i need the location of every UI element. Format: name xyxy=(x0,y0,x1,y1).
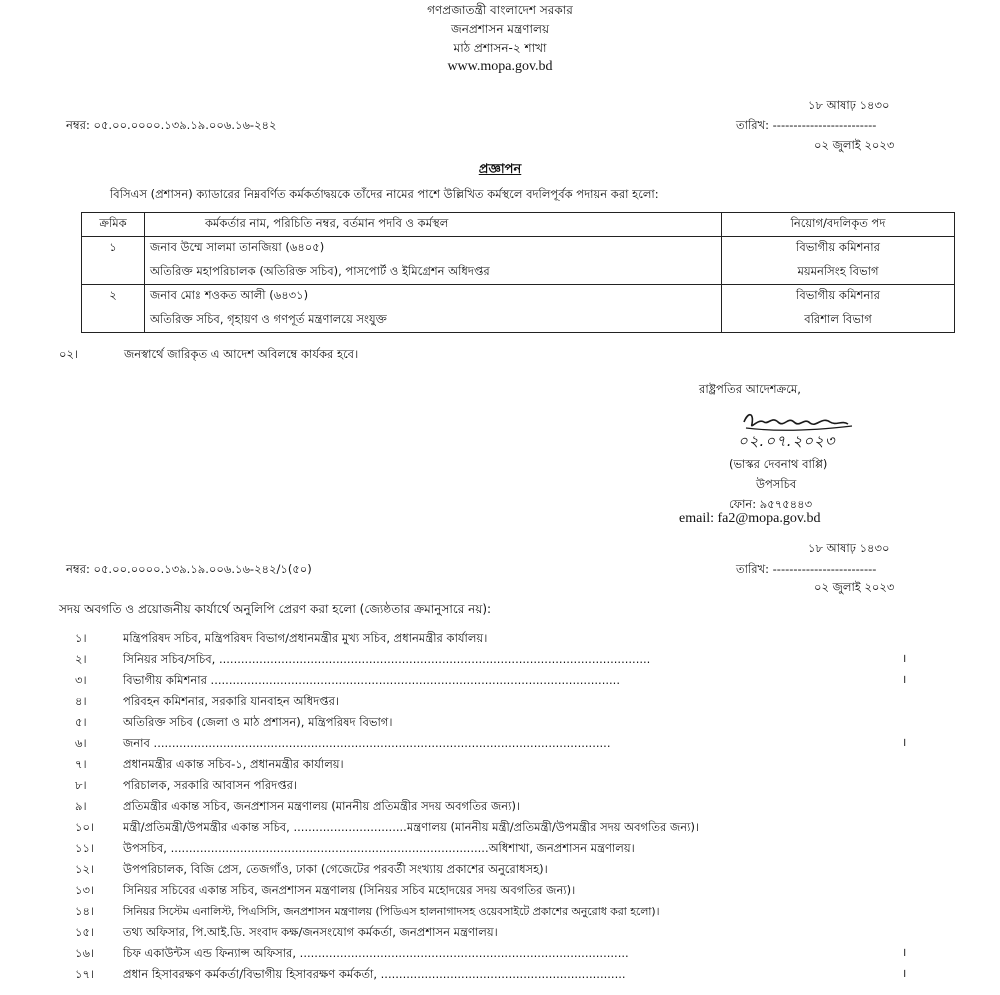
list-item-number: ১৭। xyxy=(75,967,95,981)
list-item-number: ১১। xyxy=(75,841,95,855)
list-item-number: ১৩। xyxy=(75,883,95,897)
list-item: সিনিয়র সিস্টেম এনালিস্ট, পিএসিসি, জনপ্রশাসন মন্ত্রণালয় (পিডিএস হালনাগাদসহ ওয়েবসাইটে প্রকাশের অনুরোধ করা হলো)। xyxy=(123,905,660,918)
col-new-post: নিয়োগ/বদলিকৃত পদ xyxy=(722,213,955,237)
list-item: বিভাগীয় কমিশনার ................................................................................................................ xyxy=(123,673,620,687)
memo1-date-bangla: ১৮ আষাঢ় ১৪৩০ xyxy=(808,98,890,112)
list-item-number: ৬। xyxy=(75,736,87,750)
officer-post: অতিরিক্ত সচিব, গৃহায়ণ ও গণপূর্ত মন্ত্রণালয়ে সংযুক্ত xyxy=(150,312,387,326)
row-serial: ২ xyxy=(82,285,145,333)
govt-name: গণপ্রজাতন্ত্রী বাংলাদেশ সরকার xyxy=(427,3,573,17)
list-item-number: ৮। xyxy=(75,778,87,792)
row-officer xyxy=(145,237,722,285)
signatory-designation: উপসচিব xyxy=(756,477,797,491)
signed-date: ০২.০৭.২০২৩ xyxy=(738,432,836,450)
list-item-number: ৭। xyxy=(75,757,87,771)
memo2-date-bangla: ১৮ আষাঢ় ১৪৩০ xyxy=(808,541,890,555)
list-item-number: ২। xyxy=(75,652,87,666)
list-item-number: ৯। xyxy=(75,799,87,813)
website-link[interactable]: www.mopa.gov.bd xyxy=(447,59,553,74)
memo1-date-label: তারিখ: ------------------------- xyxy=(736,118,877,132)
ministry-name: জনপ্রশাসন মন্ত্রণালয় xyxy=(450,22,550,36)
col-serial: ক্রমিক xyxy=(82,213,145,237)
officer-name: জনাব মোঃ শওকত আলী (৬৪৩১) xyxy=(150,288,309,302)
list-item: প্রতিমন্ত্রীর একান্ত সচিব, জনপ্রশাসন মন্ত্রণালয় (মাননীয় প্রতিমন্ত্রীর সদয় অবগতির জন্য)। xyxy=(123,799,521,813)
new-place: ময়মনসিংহ বিভাগ xyxy=(797,264,879,278)
list-item: পরিবহন কমিশনার, সরকারি যানবাহন অধিদপ্তর। xyxy=(123,694,340,708)
memo2-date-label: তারিখ: ------------------------- xyxy=(736,562,877,576)
branch-name: মাঠ প্রশাসন-২ শাখা xyxy=(453,41,547,55)
new-post: বিভাগীয় কমিশনার xyxy=(796,288,880,302)
list-item-end: । xyxy=(902,966,907,980)
officer-name: জনাব উম্মে সালমা তানজিয়া (৬৪০৫) xyxy=(150,240,325,254)
list-item: সিনিয়র সচিব/সচিব, ...................................................................................................................... xyxy=(123,652,651,666)
list-item: তথ্য অফিসার, পি.আই.ডি. সংবাদ কক্ষ/জনসংযোগ কর্মকর্তা, জনপ্রশাসন মন্ত্রণালয়। xyxy=(123,925,498,939)
row-serial: ১ xyxy=(82,237,145,285)
list-item: মন্ত্রিপরিষদ সচিব, মন্ত্রিপরিষদ বিভাগ/প্রধানমন্ত্রীর মুখ্য সচিব, প্রধানমন্ত্রীর কার্যালয়। xyxy=(123,631,488,645)
list-item-number: ৪। xyxy=(75,694,87,708)
list-item-end: । xyxy=(902,651,907,665)
list-item: সিনিয়র সচিবের একান্ত সচিব, জনপ্রশাসন মন্ত্রণালয় (সিনিয়র সচিব মহোদয়ের সদয় অবগতির জন্য)। xyxy=(123,883,576,897)
list-item-number: ১৪। xyxy=(75,904,95,918)
list-item-number: ১০। xyxy=(75,820,95,834)
row-new-post xyxy=(722,285,955,333)
list-item-number: ৫। xyxy=(75,715,87,729)
list-item-number: ১। xyxy=(75,631,87,645)
officer-post: অতিরিক্ত মহাপরিচালক (অতিরিক্ত সচিব), পাসপোর্ট ও ইমিগ্রেশন অধিদপ্তর xyxy=(150,264,490,278)
col-officer: কর্মকর্তার নাম, পরিচিতি নম্বর, বর্তমান পদবি ও কর্মস্থল xyxy=(145,213,722,237)
notification-title: প্রজ্ঞাপন xyxy=(478,162,522,177)
list-item-number: ১৬। xyxy=(75,946,95,960)
new-place: বরিশাল বিভাগ xyxy=(804,312,872,326)
memo1-number: নম্বর: ০৫.০০.০০০০.১৩৯.১৯.০০৬.১৬-২৪২ xyxy=(66,118,277,132)
list-item: চিফ একাউন্টস এন্ড ফিন্যান্স অফিসার, .......................................................................................... xyxy=(123,946,629,960)
list-item: জনাব ............................................................................................................................. xyxy=(123,736,611,750)
table-row xyxy=(82,237,955,285)
list-item: উপসচিব, .......................................................................................অধিশাখা, জনপ্রশাসন মন্ত্রণালয়। xyxy=(123,841,635,855)
para2-number: ০২। xyxy=(59,347,79,361)
list-item: অতিরিক্ত সচিব (জেলা ও মাঠ প্রশাসন), মন্ত্রিপরিষদ বিভাগ। xyxy=(123,715,393,729)
memo1-date-greg: ০২ জুলাই ২০২৩ xyxy=(814,138,895,152)
by-order-text: রাষ্ট্রপতির আদেশক্রমে, xyxy=(699,382,801,396)
list-item-end: । xyxy=(902,735,907,749)
signatory-name: (ভাস্কর দেবনাথ বাপ্পি) xyxy=(729,457,828,471)
signatory-phone: ফোন: ৯৫৭৫৪৪৩ xyxy=(729,497,813,511)
list-item-end: । xyxy=(902,672,907,686)
memo2-date-greg: ০২ জুলাই ২০২৩ xyxy=(814,580,895,594)
list-item: উপপরিচালক, বিজি প্রেস, তেজগাঁও, ঢাকা (গেজেটের পরবর্তী সংখ্যায় প্রকাশের অনুরোধসহ)। xyxy=(123,862,548,876)
list-item-number: ১২। xyxy=(75,862,95,876)
signatory-email[interactable]: email: fa2@mopa.gov.bd xyxy=(679,511,821,526)
para2-text: জনস্বার্থে জারিকৃত এ আদেশ অবিলম্বে কার্যকর হবে। xyxy=(124,347,359,361)
posting-table xyxy=(81,212,955,333)
list-item-number: ১৫। xyxy=(75,925,95,939)
table-row xyxy=(82,285,955,333)
list-item-end: । xyxy=(902,945,907,959)
list-item: প্রধান হিসাবরক্ষণ কর্মকর্তা/বিভাগীয় হিসাবরক্ষণ কর্মকর্তা, ................................................................... xyxy=(123,967,626,981)
row-officer xyxy=(145,285,722,333)
row-new-post xyxy=(722,237,955,285)
cc-heading: সদয় অবগতি ও প্রয়োজনীয় কার্যার্থে অনুলিপি প্রেরণ করা হলো (জ্যেষ্ঠতার ক্রমানুসারে নয়): xyxy=(59,602,492,616)
list-item-number: ৩। xyxy=(75,673,87,687)
list-item: প্রধানমন্ত্রীর একান্ত সচিব-১, প্রধানমন্ত্রীর কার্যালয়। xyxy=(123,757,344,771)
new-post: বিভাগীয় কমিশনার xyxy=(796,240,880,254)
intro-paragraph: বিসিএস (প্রশাসন) ক্যাডারের নিম্নবর্ণিত কর্মকর্তাদ্বয়কে তাঁদের নামের পাশে উল্লিখিত কর্মস্থলে বদলিপূর্বক পদায়ন করা হলো: xyxy=(110,187,659,201)
list-item: মন্ত্রী/প্রতিমন্ত্রী/উপমন্ত্রীর একান্ত সচিব, ...............................মন্ত্রণালয় (মাননীয় মন্ত্রী/প্রতিমন্ত্রী/উপমন্ত্রীর সদয় অবগতির জন্য)। xyxy=(123,820,700,834)
table-header-row xyxy=(82,213,955,237)
list-item: পরিচালক, সরকারি আবাসন পরিদপ্তর। xyxy=(123,778,298,792)
memo2-number: নম্বর: ০৫.০০.০০০০.১৩৯.১৯.০০৬.১৬-২৪২/১(৫০) xyxy=(66,562,312,576)
